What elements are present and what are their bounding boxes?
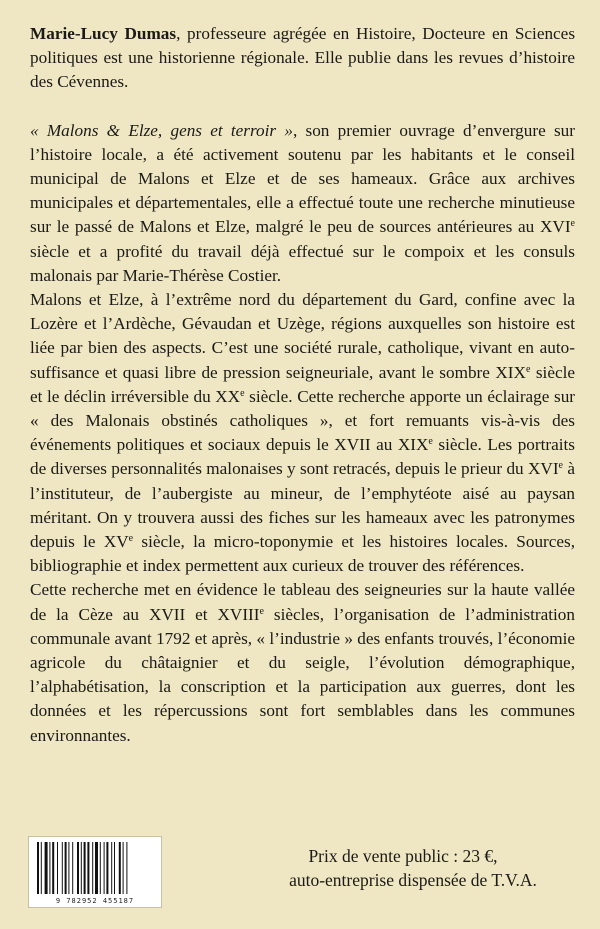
- author-bio: [30, 22, 575, 95]
- paragraph-book-intro: « Malons & Elze, gens et terroir », son premier ouvrage d’envergure sur l’histoire locale, a été activement soutenu par les habitants et le conseil municipal de Malons et Elze et de ses hameaux. Grâce aux archives municipales et départementales, elle a effectué toute une recherche minutieuse sur le passé de Malons et Elze, malgré le peu de sources antérieures au XVIe siècle et a profité du travail déjà effectué sur le compoix et les consuls malonais par Marie-Thérèse Costier.: [30, 120, 575, 285]
- back-cover-text: [30, 22, 575, 748]
- barcode-bars: [35, 842, 155, 894]
- book-title: « Malons & Elze, gens et terroir »: [30, 120, 293, 140]
- vat-note: auto-entreprise dispensée de T.V.A.: [289, 870, 537, 890]
- barcode-digits: 9 782952 455187: [55, 897, 135, 905]
- author-bio-text: , professeure agrégée en Histoire, Docteure en Sciences politiques est une historienne régionale. Elle publie dans les revues d’histoire des Cévennes.: [30, 24, 576, 92]
- author-name: Marie-Lucy Dumas: [30, 24, 177, 43]
- price-block: [250, 844, 570, 892]
- paragraph-region: Malons et Elze, à l’extrême nord du département du Gard, confine avec la Lozère et l’Ardèche, Gévaudan et Uzège, régions auxquelles son histoire est liée par bien des aspects. C’est une société rurale, catholique, vivant en auto-suffisance et quasi libre de pression seigneuriale, avant le sombre XIXe siècle et le déclin irréversible du XXe siècle. Cette recherche apporte un éclairage sur « des Malonais obstinés catholiques », et fort remuants vis-à-vis des événements politiques et sociaux depuis le XVII au XIXe siècle. Les portraits de diverses personnalités malonaises y sont retracés, depuis le prieur du XVIe à l’instituteur, de l’aubergiste au mineur, de l’emphytéote aisé au paysan méritant. On y trouvera aussi des fiches sur les hameaux avec les patronymes depuis le XVe siècle, la micro-toponymie et les histoires locales. Sources, bibliographie et index permettent aux curieux de trouver des références.: [30, 290, 576, 576]
- barcode: [28, 836, 162, 908]
- price-line: Prix de vente public : 23 €,: [308, 846, 498, 866]
- paragraph-research: Cette recherche met en évidence le tableau des seigneuries sur la haute vallée de la Cèze au XVII et XVIIIe siècles, l’organisation de l’administration communale avant 1792 et après, « l’industrie » des enfants trouvés, l’économie agricole du châtaignier et du seigle, l’évolution démographique, l’alphabétisation, la conscription et la participation aux guerres, dont les données et les répercussions sont fort semblables dans les communes environnantes.: [30, 580, 575, 745]
